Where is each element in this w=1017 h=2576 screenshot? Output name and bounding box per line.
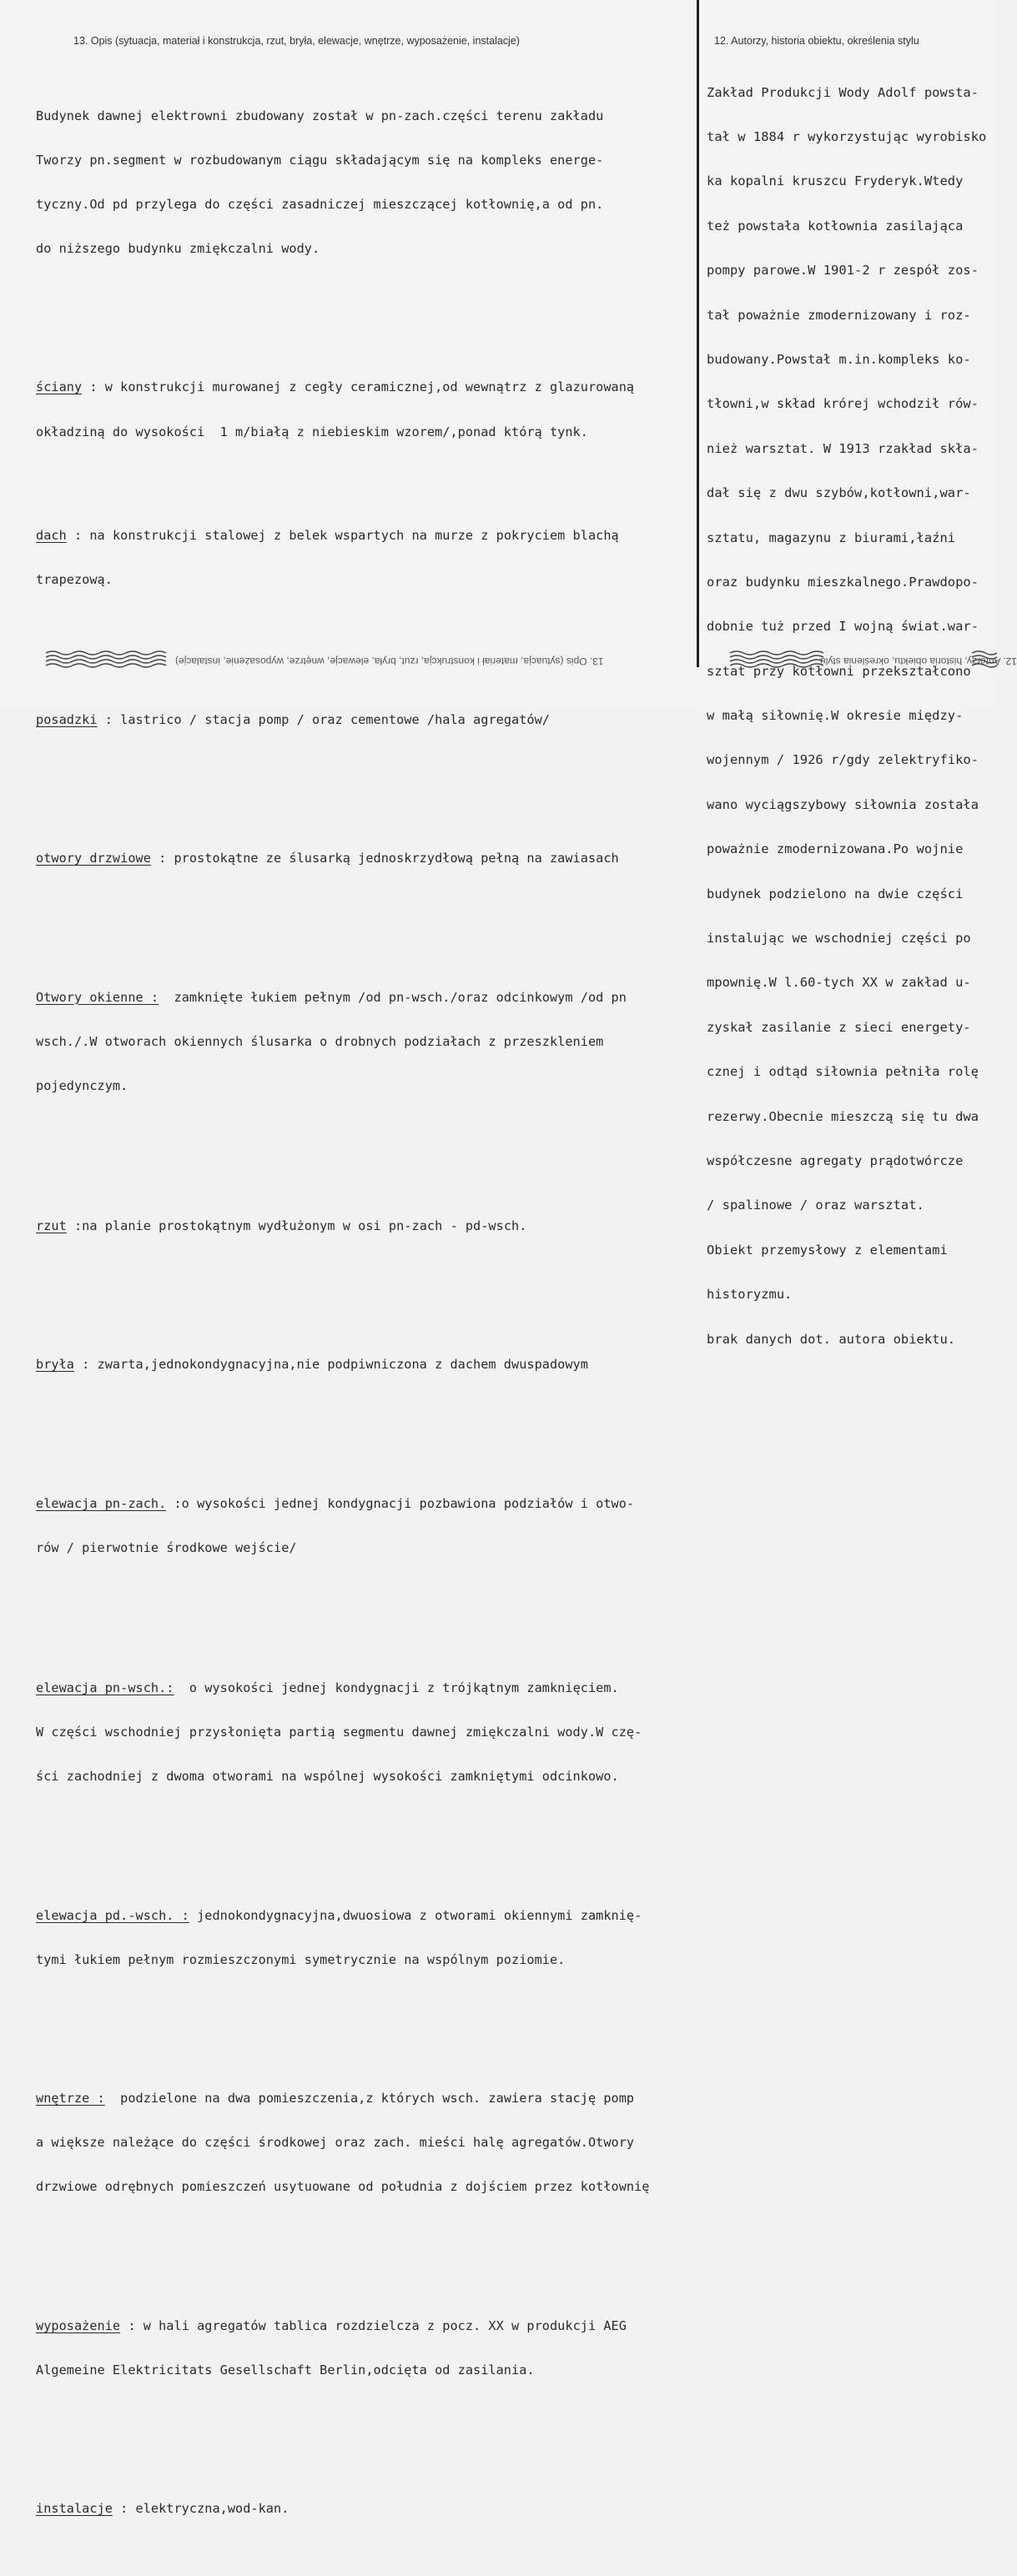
section-line: : w konstrukcji murowanej z cegły ceramicznej,od wewnątrz z glazurowaną — [82, 379, 635, 395]
section-label: Otwory okienne : — [36, 989, 159, 1005]
history-line: tłowni,w skład krórej wchodził rów- — [707, 396, 979, 412]
section-line: : w hali agregatów tablica rozdzielcza z pocz. XX w produkcji AEG — [120, 2317, 627, 2333]
section-label: elewacja pn-wsch.: — [36, 1680, 174, 1696]
history-line: tał w 1884 r wykorzystując wyrobisko — [707, 128, 987, 144]
section-label: ściany — [36, 379, 83, 395]
section-label: rzut — [36, 1218, 67, 1234]
section-massing — [36, 1328, 695, 1403]
section-line: rów / pierwotnie środkowe wejście/ — [36, 1539, 297, 1555]
section-line: tymi łukiem pełnym rozmieszczonymi symetrycznie na wspólnym poziomie. — [36, 1951, 566, 1967]
section-line: : zwarta,jednokondygnacyjna,nie podpiwniczona z dachem dwuspadowym — [73, 1357, 588, 1373]
section-roof — [36, 499, 695, 617]
intro-line: do niższego budynku zmiękczalni wody. — [36, 241, 320, 257]
history-line: współczesne agregaty prądotwórcze — [707, 1152, 964, 1168]
section-window-openings — [36, 961, 695, 1123]
intro-line: Budynek dawnej elektrowni zbudowany został w pn-zach.części terenu zakładu — [36, 108, 604, 123]
section-facade-ne — [36, 1652, 695, 1815]
section-floors — [36, 684, 695, 758]
intro-line: Tworzy pn.segment w rozbudowanym ciągu składającym się na kompleks energe- — [36, 152, 604, 168]
section-line: a większe należące do części środkowej oraz zach. mieści halę agregatów.Otwory — [36, 2135, 635, 2151]
history-line: mpownię.W l.60-tych XX w zakład u- — [707, 975, 971, 991]
history-line: poważnie zmodernizowana.Po wojnie — [707, 841, 964, 857]
section-line: : elektryczna,wod-kan. — [112, 2501, 289, 2517]
history-line: Zakład Produkcji Wody Adolf powsta- — [707, 84, 979, 100]
section-facade-se — [36, 1879, 695, 1997]
section-line: W części wschodniej przysłonięta partią segmentu dawnej zmiękczalni wody.W czę- — [36, 1725, 642, 1740]
history-line: / spalinowe / oraz warsztat. — [707, 1198, 924, 1213]
history-line: cznej i odtąd siłownia pełniła rolę — [707, 1064, 979, 1080]
section-equipment — [36, 2289, 695, 2408]
section-plan — [36, 1190, 695, 1264]
mirrored-description-header: 13. Opis (sytuacja, materiał i konstrukcja, rzut, bryła, elewacje, wnętrze, wyposażenie, instalacje) — [175, 655, 604, 667]
mirrored-history-header: 12. Autorzy, historia obiektu, określenia stylu — [820, 655, 1017, 667]
history-line: historyzmu. — [707, 1287, 793, 1303]
history-line: wano wyciągszybowy siłownia została — [707, 796, 979, 812]
section-line: : prostokątne ze ślusarką jednoskrzydłową pełną na zawiasach — [150, 851, 619, 866]
history-line: też powstała kotłownia zasilająca — [707, 218, 964, 233]
history-line: budowany.Powstał m.in.kompleks ko- — [707, 351, 971, 367]
section-line: drzwiowe odrębnych pomieszczeń usytuowane od południa z dojściem przez kotłownię — [36, 2179, 650, 2195]
intro-paragraph — [36, 79, 695, 286]
section-line: :na planie prostokątnym wydłużonym w osi pn-zach - pd-wsch. — [66, 1218, 527, 1234]
history-line: ka kopalni kruszcu Fryderyk.Wtedy — [707, 173, 964, 189]
section-line: podzielone na dwa pomieszczenia,z których wsch. zawiera stację pomp — [104, 2091, 635, 2106]
history-line: pompy parowe.W 1901-2 r zespół zos- — [707, 263, 979, 279]
section-line: pojedynczym. — [36, 1077, 128, 1093]
history-line: nież warsztat. W 1913 rzakład skła- — [707, 440, 979, 456]
history-line: sztat przy kotłowni przekształcono — [707, 663, 971, 679]
column-divider — [697, 0, 699, 667]
section-facade-nw — [36, 1467, 695, 1585]
section-label: otwory drzwiowe — [36, 851, 151, 866]
history-line: sztatu, magazynu z biurami,łaźni — [707, 530, 956, 545]
section-label: dach — [36, 527, 67, 543]
section-walls — [36, 351, 695, 470]
history-line: brak danych dot. autora obiektu. — [707, 1331, 956, 1347]
history-line: tał poważnie zmodernizowany i roz- — [707, 307, 971, 323]
section-line: jednokondygnacyjna,dwuosiowa z otworami okiennymi zamknię- — [189, 1907, 642, 1923]
section-line: :o wysokości jednej kondygnacji pozbawiona podziałów i otwo- — [166, 1495, 635, 1511]
history-line: zyskał zasilanie z sieci energety- — [707, 1019, 971, 1035]
history-line: dał się z dwu szybów,kotłowni,war- — [707, 485, 971, 501]
history-line: w małą siłownię.W okresie między- — [707, 708, 964, 724]
section-line: zamknięte łukiem pełnym /od pn-wsch./oraz odcinkowym /od pn — [159, 989, 627, 1005]
section-label: instalacje — [36, 2501, 113, 2517]
section-interior — [36, 2062, 695, 2225]
section-line: : lastrico / stacja pomp / oraz cementowe /hala agregatów/ — [97, 711, 550, 727]
section-line: ści zachodniej z dwoma otworami na wspólnej wysokości zamkniętymi odcinkowo. — [36, 1769, 619, 1785]
history-line: budynek podzielono na dwie części — [707, 886, 964, 901]
section-line: o wysokości jednej kondygnacji z trójkątnym zamknięciem. — [174, 1680, 619, 1696]
description-body — [36, 50, 695, 2576]
section-door-openings — [36, 822, 695, 896]
section-label: elewacja pn-zach. — [36, 1495, 167, 1511]
history-line: Obiekt przemysłowy z elementami — [707, 1242, 948, 1258]
section-line: okładziną do wysokości 1 m/białą z niebieskim wzorem/,ponad którą tynk. — [36, 424, 588, 439]
history-line: instalując we wschodniej części po — [707, 931, 971, 947]
history-header: 12. Autorzy, historia obiektu, określenia stylu — [714, 35, 919, 47]
history-line: wojennym / 1926 r/gdy zelektryfiko- — [707, 752, 979, 768]
section-label: posadzki — [36, 711, 98, 727]
section-label: elewacja pd.-wsch. : — [36, 1907, 189, 1923]
history-line: rezerwy.Obecnie mieszczą się tu dwa — [707, 1108, 979, 1124]
section-line: : na konstrukcji stalowej z belek wspartych na murze z pokryciem blachą — [66, 527, 619, 543]
history-body — [707, 56, 1000, 1377]
history-line: dobnie tuż przed I wojną świat.war- — [707, 619, 979, 635]
section-label: wyposażenie — [36, 2317, 121, 2333]
section-line: wsch./.W otworach okiennych ślusarka o drobnych podziałach z przeszkleniem — [36, 1033, 604, 1049]
section-line: trapezową. — [36, 571, 113, 587]
section-label: bryła — [36, 1357, 74, 1373]
section-installations — [36, 2473, 695, 2547]
intro-line: tyczny.Od pd przylega do części zasadniczej mieszczącej kotłownię,a od pn. — [36, 197, 604, 213]
section-label: wnętrze : — [36, 2091, 105, 2106]
section-line: Algemeine Elektricitats Gesellschaft Berlin,odcięta od zasilania. — [36, 2362, 535, 2378]
history-line: oraz budynku mieszkalnego.Prawdopo- — [707, 574, 979, 590]
description-header: 13. Opis (sytuacja, materiał i konstrukcja, rzut, bryła, elewacje, wnętrze, wyposażenie, instalacje) — [73, 35, 520, 47]
